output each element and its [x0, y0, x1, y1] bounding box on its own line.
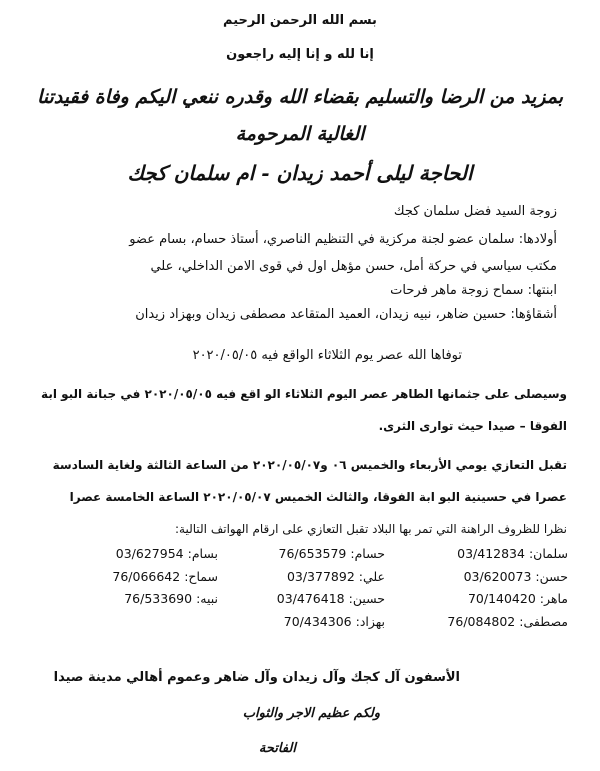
contact-number: 76/533690 — [124, 591, 193, 606]
phone-entry — [447, 614, 568, 629]
reward-line: ولكم عظيم الاجر والثواب — [242, 706, 380, 721]
condolences-line-1: تقبل التعازي يومي الأربعاء والخميس ٠٦ و٢٠٢٠/٠٥/٠٧ من الساعة الثالثة ولغاية السادسة — [52, 458, 567, 472]
phone-row — [32, 569, 568, 592]
intro-line-2: الغالية المرحومة — [235, 123, 365, 145]
phone-entry — [277, 591, 385, 606]
mourners-line: الأسفون آل كجك وآل زيدان وآل ضاهر وعموم أهالي مدينة صيدا — [53, 670, 460, 685]
phone-entry — [279, 546, 385, 561]
contact-number: 03/377892 — [286, 568, 355, 584]
phone-row — [32, 614, 568, 637]
contact-name: سلمان: — [528, 546, 568, 561]
phone-entry — [112, 569, 218, 584]
funeral-line-2: الفوقا – صيدا حيث توارى الثرى. — [378, 419, 567, 433]
phone-row — [32, 546, 568, 569]
daughter-line: ابنتها: سماح زوجة ماهر فرحات — [390, 283, 557, 298]
contact-name: حسين: — [348, 591, 385, 606]
phone-entry — [457, 546, 568, 561]
contact-number: 70/140420 — [467, 591, 536, 606]
condolences-line-2: عصرا في حسينية البو ابة الفوقا، والثالث الخميس ٢٠٢٠/٠٥/٠٧ الساعة الخامسة عصرا — [69, 490, 567, 504]
phone-entry — [464, 569, 568, 584]
phone-list — [32, 546, 568, 636]
contact-number: 76/066642 — [112, 568, 181, 584]
phone-entry — [124, 591, 218, 606]
fatiha-line: الفاتحة — [258, 741, 296, 756]
siblings-line: أشقاؤها: حسين ضاهر، نبيه زيدان، العميد المتقاعد مصطفى زيدان وبهزاد زيدان — [135, 307, 557, 322]
phone-entry — [468, 591, 568, 606]
phone-entry — [116, 546, 218, 561]
phone-entry — [284, 614, 385, 629]
contact-name: ماهر: — [539, 591, 568, 606]
contact-name: بسام: — [187, 546, 218, 561]
husband-line: زوجة السيد فضل سلمان كجك — [393, 204, 557, 219]
phone-row — [32, 591, 568, 614]
verse: إنا لله و إنا إليه راجعون — [226, 47, 374, 62]
phone-entry — [287, 569, 385, 584]
contact-number: 03/620073 — [463, 568, 532, 584]
contact-name: سماح: — [184, 568, 218, 584]
contact-name: علي: — [358, 568, 385, 584]
contact-number: 03/412834 — [457, 546, 525, 561]
contact-name: نبيه: — [196, 591, 218, 606]
deceased-name: الحاجة ليلى أحمد زيدان - ام سلمان كجك — [127, 161, 473, 185]
contact-number: 76/653579 — [278, 546, 347, 561]
contact-name: حسن: — [535, 568, 568, 584]
death-date-line: توفاها الله عصر يوم الثلاثاء الواقع فيه ٢٠٢٠/٠٥/٠٥ — [192, 348, 462, 363]
funeral-line-1: وسيصلى على جثمانها الطاهر عصر اليوم الثلاثاء الو اقع فيه ٢٠٢٠/٠٥/٠٥ في جبانة البو ابة — [41, 387, 567, 401]
sons-line-1: أولادها: سلمان عضو لجنة مركزية في التنظيم الناصري، أستاذ حسام، بسام عضو — [129, 232, 557, 247]
contact-name: مصطفى: — [519, 613, 568, 629]
basmala: بسم الله الرحمن الرحيم — [223, 13, 377, 28]
sons-line-2: مكتب سياسي في حركة أمل، حسن مؤهل اول في قوى الامن الداخلي، علي — [150, 259, 557, 274]
contact-number: 76/084802 — [447, 613, 516, 629]
contact-name: حسام: — [350, 546, 385, 561]
contact-number: 03/476418 — [276, 591, 345, 606]
phones-intro: نظرا للظروف الراهنة التي تمر بها البلاد تقبل التعازي على ارقام الهواتف التالية: — [174, 522, 567, 536]
contact-number: 70/434306 — [283, 613, 352, 629]
contact-name: بهزاد: — [355, 613, 385, 629]
intro-line-1: بمزيد من الرضا والتسليم بقضاء الله وقدره ننعي اليكم وفاة فقيدتنا — [36, 86, 564, 108]
contact-number: 03/627954 — [115, 546, 184, 561]
